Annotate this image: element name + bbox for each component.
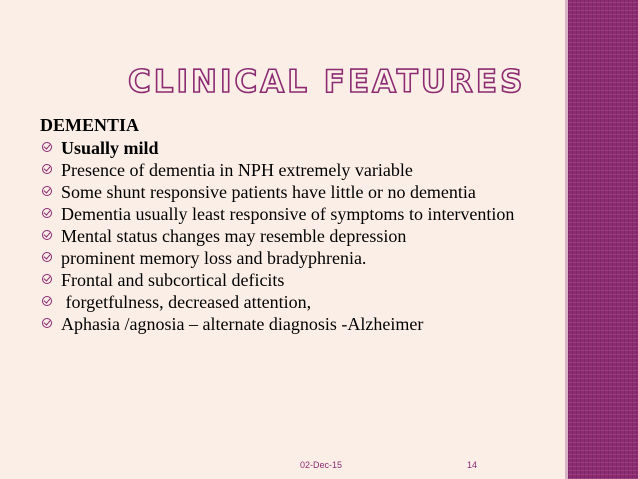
bullet-text: Mental status changes may resemble depression [61,226,407,246]
check-circle-icon [42,230,52,240]
list-item [40,182,564,203]
bullet-text: Dementia usually least responsive of symptoms to intervention [61,204,515,224]
bullet-text: Presence of dementia in NPH extremely variable [61,160,413,180]
bullet-text: prominent memory loss and bradyphrenia. [61,248,367,268]
list-item [40,204,564,225]
footer-page-number: 14 [467,460,478,470]
check-circle-icon [42,296,52,306]
list-item [40,314,564,335]
list-item [40,292,564,313]
check-circle-icon [42,208,52,218]
section-heading: DEMENTIA [40,115,140,135]
list-item [40,138,564,159]
bullet-text: Usually mild [61,138,159,158]
list-item [40,226,564,247]
slide-title: CLINICAL FEATURES [128,64,526,100]
check-circle-icon [42,318,52,328]
check-circle-icon [42,252,52,262]
bullet-text: Aphasia /agnosia – alternate diagnosis -Alzheimer [61,314,424,334]
list-item [40,248,564,269]
list-item [40,270,564,291]
check-circle-icon [42,142,52,152]
slide-content [40,115,564,336]
footer-date: 02-Dec-15 [300,460,343,470]
bullet-text: Frontal and subcortical deficits [61,270,285,290]
list-item [40,160,564,181]
check-circle-icon [42,164,52,174]
bullet-list [40,138,564,335]
bullet-text: forgetfulness, decreased attention, [61,292,312,312]
check-circle-icon [42,186,52,196]
decorative-side-band [568,0,638,479]
bullet-text: Some shunt responsive patients have little or no dementia [61,182,476,202]
check-circle-icon [42,274,52,284]
